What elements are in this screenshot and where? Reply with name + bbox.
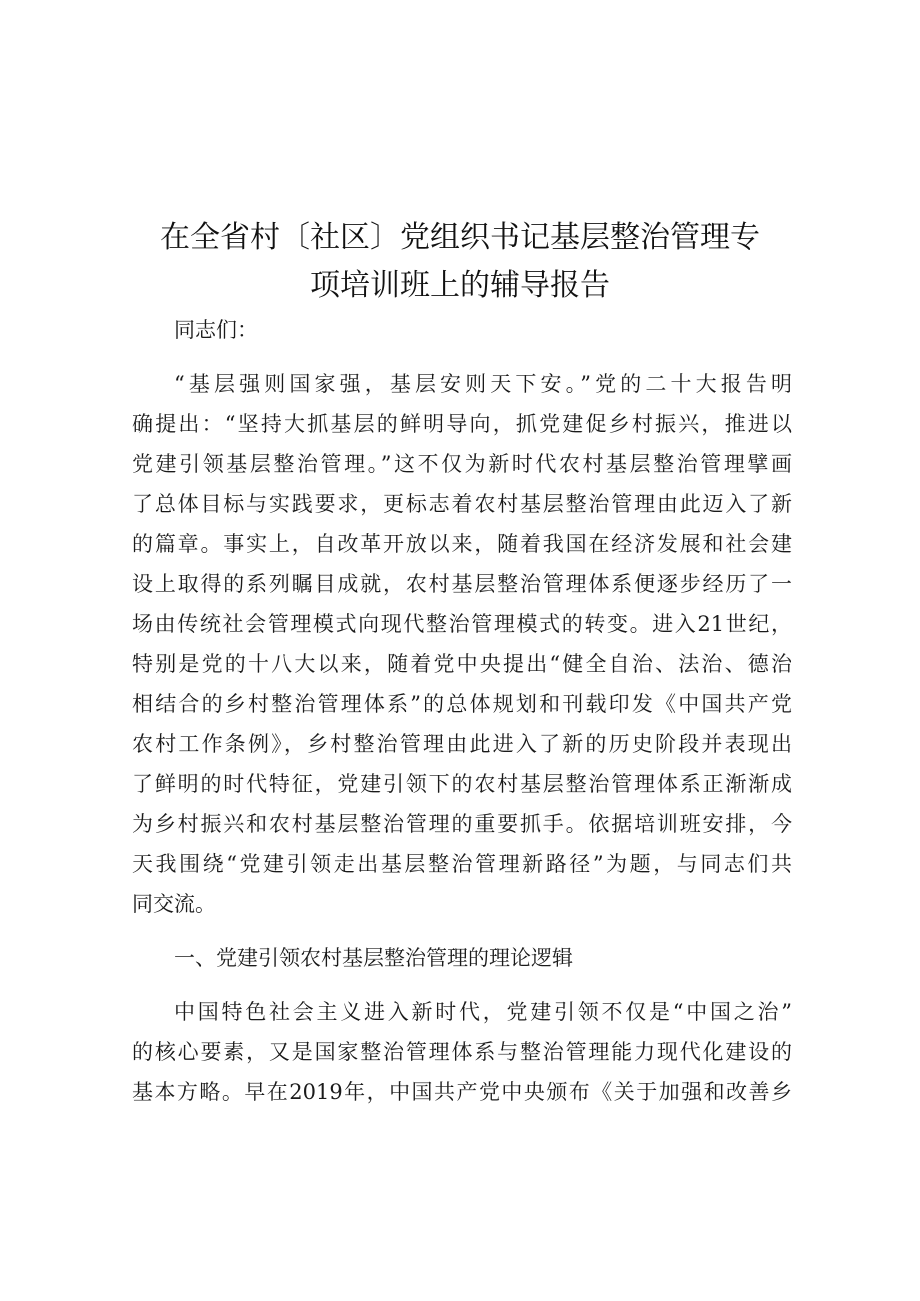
paragraph-1-line: 党建引领基层整治管理。”这不仅为新时代农村基层整治管理擘画 <box>132 452 792 476</box>
spacer <box>132 978 792 992</box>
spacer <box>132 350 792 364</box>
section-heading-1: 一、党建引领农村基层整治管理的理论逻辑 <box>174 946 573 970</box>
title-line-1: 在全省村〔社区〕党组织书记基层整治管理专 <box>160 220 760 255</box>
paragraph-1-line: 同交流。 <box>132 892 216 916</box>
document-body <box>132 310 792 1112</box>
paragraph-1-line: 相结合的乡村整治管理体系”的总体规划和刊载印发《中国共产党 <box>132 692 792 716</box>
paragraph-1 <box>132 364 792 924</box>
paragraph-2-line: 的核心要素，又是国家整治管理体系与整治管理能力现代化建设的 <box>132 1040 792 1064</box>
paragraph-1-line: 确提出：“坚持大抓基层的鲜明导向，抓党建促乡村振兴，推进以 <box>132 412 792 436</box>
spacer <box>132 924 792 938</box>
paragraph-1-line: “基层强则国家强，基层安则天下安。”党的二十大报告明 <box>174 372 792 396</box>
paragraph-1-line: 了鲜明的时代特征，党建引领下的农村基层整治管理体系正渐渐成 <box>132 772 792 796</box>
salutation: 同志们： <box>174 318 258 342</box>
paragraph-2 <box>132 992 792 1112</box>
paragraph-1-line: 农村工作条例》，乡村整治管理由此进入了新的历史阶段并表现出 <box>132 732 792 756</box>
paragraph-1-line: 设上取得的系列瞩目成就，农村基层整治管理体系便逐步经历了一 <box>132 572 792 596</box>
paragraph-2-line: 基本方略。早在2019年，中国共产党中央颁布《关于加强和改善乡 <box>132 1080 792 1104</box>
paragraph-1-line: 了总体目标与实践要求，更标志着农村基层整治管理由此迈入了新 <box>132 492 792 516</box>
paragraph-1-line: 为乡村振兴和农村基层整治管理的重要抓手。依据培训班安排，今 <box>132 812 792 836</box>
paragraph-1-line: 的篇章。事实上，自改革开放以来，随着我国在经济发展和社会建 <box>132 532 792 556</box>
paragraph-1-line: 天我围绕“党建引领走出基层整治管理新路径”为题，与同志们共 <box>132 852 792 876</box>
document-title <box>130 214 790 310</box>
paragraph-2-line: 中国特色社会主义进入新时代，党建引领不仅是“中国之治” <box>174 1000 792 1024</box>
paragraph-1-line: 场由传统社会管理模式向现代整治管理模式的转变。进入21世纪， <box>132 612 792 636</box>
paragraph-1-line: 特别是党的十八大以来，随着党中央提出“健全自治、法治、德治 <box>132 652 792 676</box>
title-line-2: 项培训班上的辅导报告 <box>310 268 610 303</box>
